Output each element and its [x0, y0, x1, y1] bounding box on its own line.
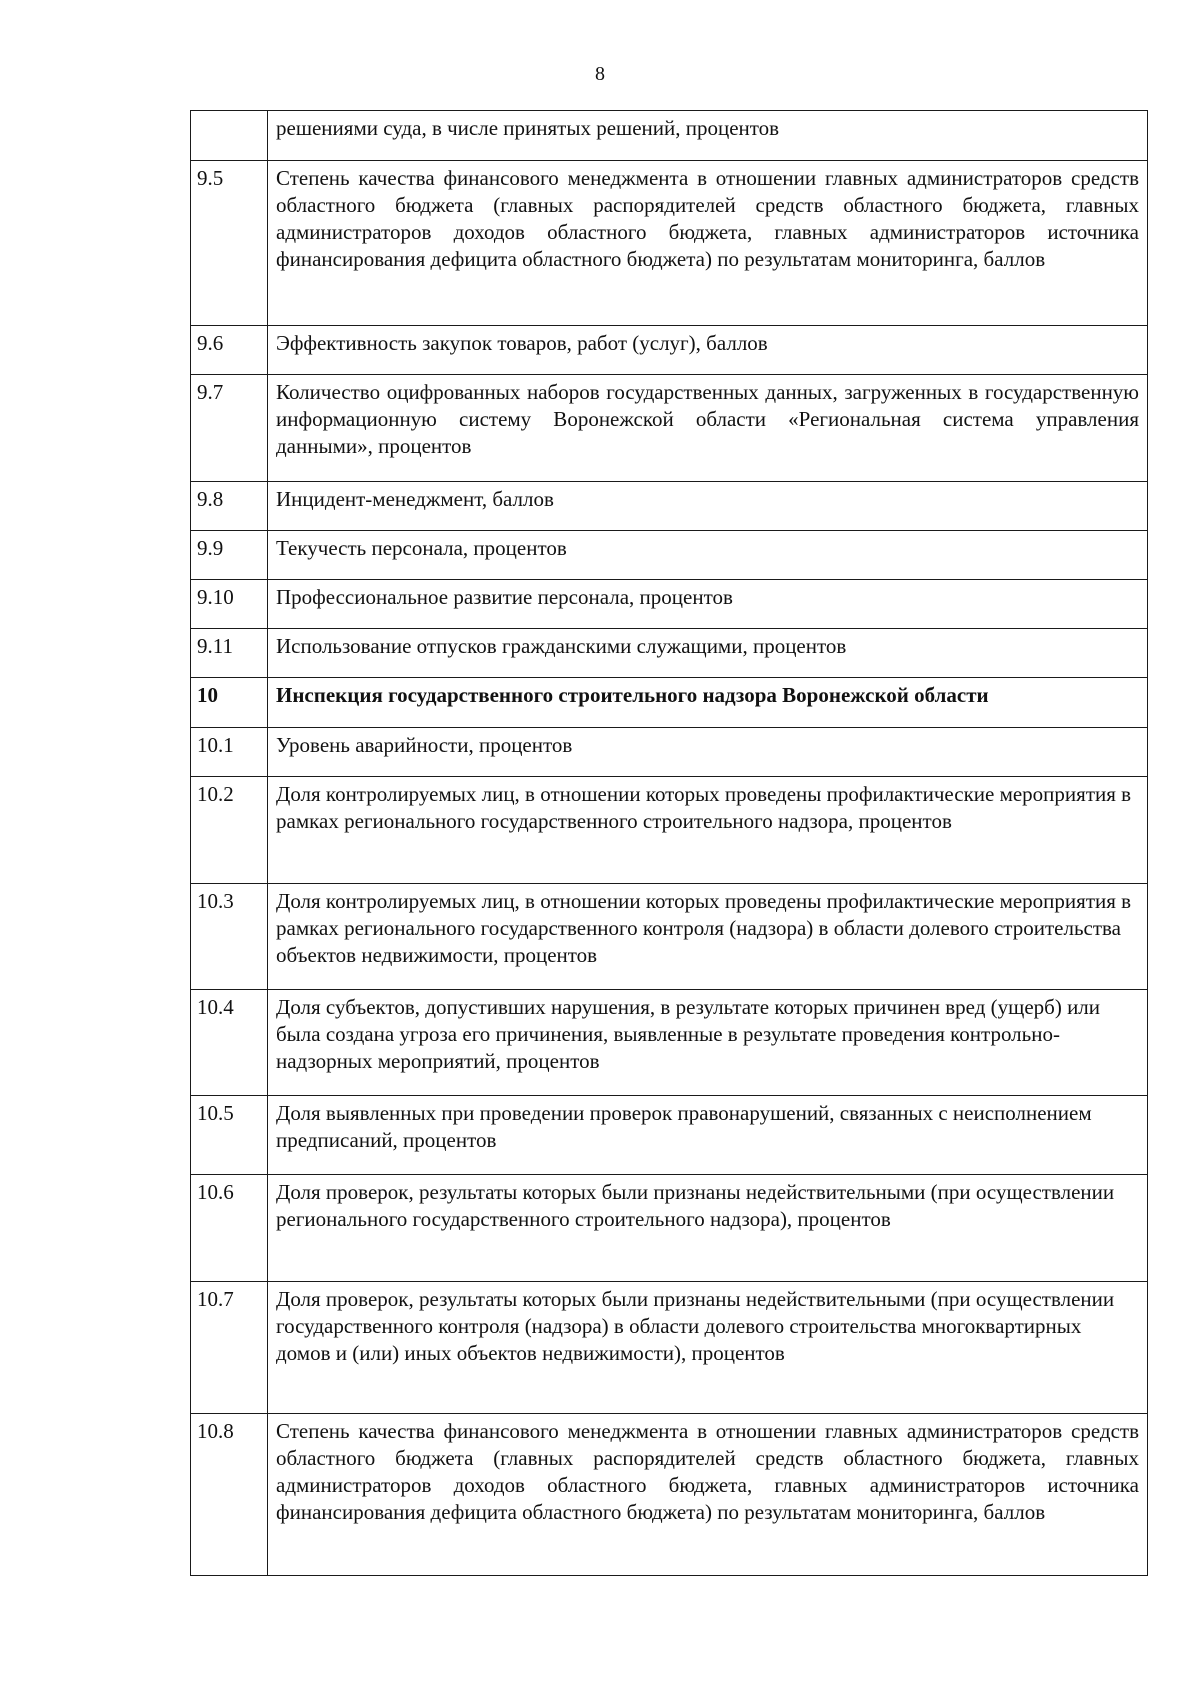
row-description: Доля контролируемых лиц, в отношении которых проведены профилактические мероприятия в рамках регионального государственного строительного надзора, процентов	[268, 777, 1148, 884]
table-row	[191, 375, 1148, 482]
row-number: 10.3	[191, 884, 268, 990]
row-description: Текучесть персонала, процентов	[268, 531, 1148, 580]
row-description: Количество оцифрованных наборов государственных данных, загруженных в государственную информационную систему Воронежской области «Региональная система управления данными», процентов	[268, 375, 1148, 482]
table-row	[191, 678, 1148, 728]
row-description: Эффективность закупок товаров, работ (услуг), баллов	[268, 326, 1148, 375]
table-row	[191, 111, 1148, 161]
table-row	[191, 728, 1148, 777]
row-number: 10.7	[191, 1282, 268, 1414]
row-description: Доля проверок, результаты которых были признаны недействительными (при осуществлении государственного контроля (надзора) в области долевого строительства многоквартирных домов и (или) иных объектов недвижимости), процентов	[268, 1282, 1148, 1414]
table-row	[191, 1282, 1148, 1414]
row-description: Доля контролируемых лиц, в отношении которых проведены профилактические мероприятия в рамках регионального государственного контроля (надзора) в области долевого строительства объектов недвижимости, процентов	[268, 884, 1148, 990]
table-row	[191, 161, 1148, 326]
row-description: Инспекция государственного строительного надзора Воронежской области	[268, 678, 1148, 728]
table-body	[191, 111, 1148, 1576]
row-number: 9.8	[191, 482, 268, 531]
table-row	[191, 1414, 1148, 1576]
table-row	[191, 1096, 1148, 1175]
indicators-table	[190, 110, 1148, 1576]
row-description: решениями суда, в числе принятых решений, процентов	[268, 111, 1148, 161]
page-number: 8	[595, 63, 605, 85]
row-number: 10.2	[191, 777, 268, 884]
row-description: Профессиональное развитие персонала, процентов	[268, 580, 1148, 629]
row-description: Уровень аварийности, процентов	[268, 728, 1148, 777]
table-row	[191, 1175, 1148, 1282]
row-number: 10.4	[191, 990, 268, 1096]
row-description: Инцидент-менеджмент, баллов	[268, 482, 1148, 531]
row-number: 10.8	[191, 1414, 268, 1576]
row-number: 10.5	[191, 1096, 268, 1175]
table-row	[191, 629, 1148, 678]
row-description: Доля проверок, результаты которых были признаны недействительными (при осуществлении регионального государственного строительного надзора), процентов	[268, 1175, 1148, 1282]
row-number: 9.6	[191, 326, 268, 375]
row-description: Степень качества финансового менеджмента в отношении главных администраторов средств областного бюджета (главных распорядителей средств областного бюджета, главных администраторов доходов областного бюджета, главных администраторов источника финансирования дефицита областного бюджета) по результатам мониторинга, баллов	[268, 161, 1148, 326]
table-row	[191, 531, 1148, 580]
table-row	[191, 326, 1148, 375]
row-number: 9.11	[191, 629, 268, 678]
row-number	[191, 111, 268, 161]
row-number: 9.7	[191, 375, 268, 482]
row-number: 9.10	[191, 580, 268, 629]
row-number: 10.6	[191, 1175, 268, 1282]
row-description: Использование отпусков гражданскими служащими, процентов	[268, 629, 1148, 678]
row-number: 9.5	[191, 161, 268, 326]
table-row	[191, 580, 1148, 629]
row-number: 10.1	[191, 728, 268, 777]
table-row	[191, 990, 1148, 1096]
row-description: Доля субъектов, допустивших нарушения, в результате которых причинен вред (ущерб) или была создана угроза его причинения, выявленные в результате проведения контрольно-надзорных мероприятий, процентов	[268, 990, 1148, 1096]
table-row	[191, 884, 1148, 990]
row-description: Степень качества финансового менеджмента в отношении главных администраторов средств областного бюджета (главных распорядителей средств областного бюджета, главных администраторов доходов областного бюджета, главных администраторов источника финансирования дефицита областного бюджета) по результатам мониторинга, баллов	[268, 1414, 1148, 1576]
table-row	[191, 482, 1148, 531]
row-number: 10	[191, 678, 268, 728]
table-row	[191, 777, 1148, 884]
row-number: 9.9	[191, 531, 268, 580]
row-description: Доля выявленных при проведении проверок правонарушений, связанных с неисполнением предписаний, процентов	[268, 1096, 1148, 1175]
